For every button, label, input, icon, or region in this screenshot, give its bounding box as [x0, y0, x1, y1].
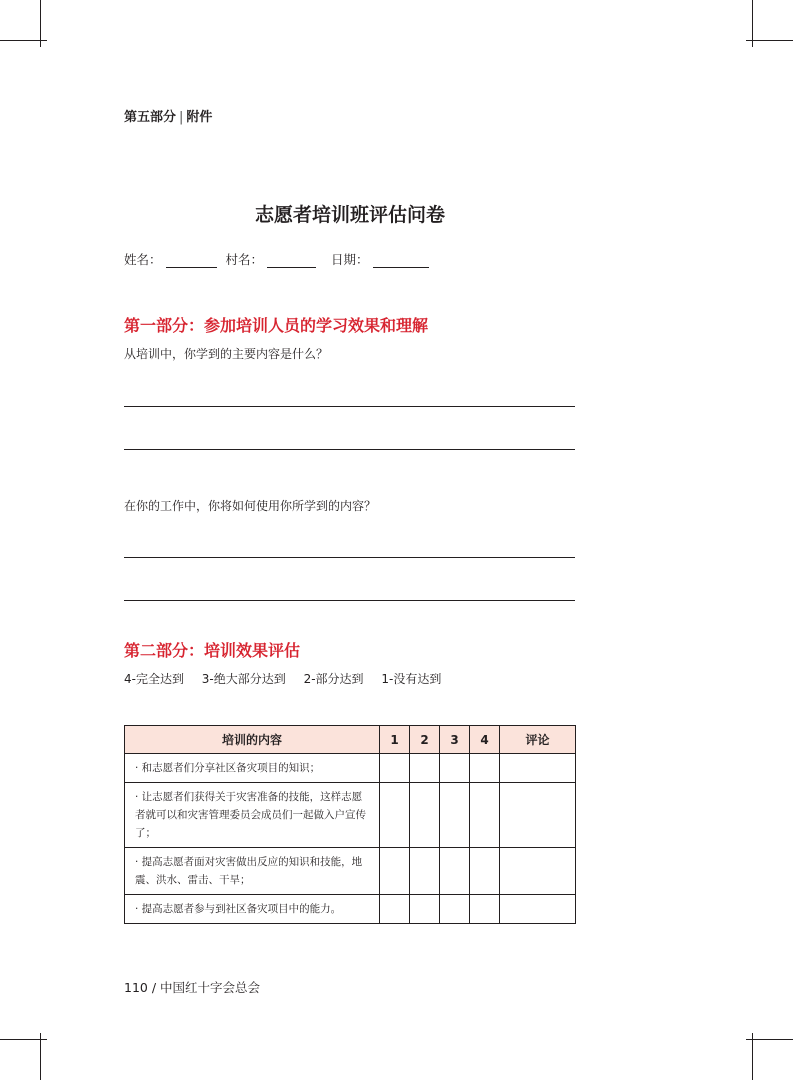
header-score-1: 1	[380, 726, 410, 754]
answer-line[interactable]	[124, 557, 575, 558]
table-row	[125, 848, 576, 895]
score-cell[interactable]	[380, 895, 410, 924]
score-cell[interactable]	[380, 783, 410, 848]
score-cell[interactable]	[410, 754, 440, 783]
village-label: 村名：	[225, 252, 264, 267]
score-cell[interactable]	[380, 848, 410, 895]
answer-line[interactable]	[124, 406, 575, 407]
answer-line[interactable]	[124, 600, 575, 601]
header-score-3: 3	[440, 726, 470, 754]
comment-cell[interactable]	[500, 754, 576, 783]
score-cell[interactable]	[470, 754, 500, 783]
page-title: 志愿者培训班评估问卷	[254, 204, 445, 226]
info-fields	[124, 250, 429, 268]
scale-item: 4-完全达到	[124, 672, 184, 686]
header-comment: 评论	[500, 726, 576, 754]
answer-line[interactable]	[124, 449, 575, 450]
name-label: 姓名：	[124, 252, 162, 267]
score-cell[interactable]	[440, 783, 470, 848]
part2-title: 第二部分：培训效果评估	[124, 641, 301, 660]
header-score-2: 2	[410, 726, 440, 754]
name-field[interactable]	[166, 253, 217, 268]
table-row	[125, 754, 576, 783]
scale-item: 3-绝大部分达到	[201, 672, 286, 686]
header-content: 培训的内容	[125, 726, 380, 754]
score-cell[interactable]	[410, 895, 440, 924]
scale-item: 1-没有达到	[381, 672, 442, 686]
rating-scale	[124, 670, 455, 687]
part1-title: 第一部分：参加培训人员的学习效果和理解	[124, 316, 429, 335]
comment-cell[interactable]	[500, 783, 576, 848]
score-cell[interactable]	[410, 783, 440, 848]
table-row	[125, 895, 576, 924]
score-cell[interactable]	[440, 848, 470, 895]
row-content: · 提高志愿者参与到社区备灾项目中的能力。	[125, 895, 380, 924]
row-content: · 和志愿者们分享社区备灾项目的知识；	[125, 754, 380, 783]
table-row	[125, 783, 576, 848]
comment-cell[interactable]	[500, 895, 576, 924]
header-part: 第五部分	[124, 110, 177, 125]
score-cell[interactable]	[380, 754, 410, 783]
row-content: · 让志愿者们获得关于灾害准备的技能，这样志愿者就可以和灾害管理委员会成员们一起做入户宣传了；	[125, 783, 380, 848]
date-label: 日期：	[331, 252, 369, 267]
score-cell[interactable]	[440, 895, 470, 924]
score-cell[interactable]	[470, 783, 500, 848]
crop-mark	[40, 1033, 41, 1080]
score-cell[interactable]	[440, 754, 470, 783]
scale-item: 2-部分达到	[303, 672, 364, 686]
header-separator: |	[179, 110, 184, 125]
table-header-row	[125, 726, 576, 754]
score-cell[interactable]	[470, 895, 500, 924]
question-1: 从培训中，你学到的主要内容是什么？	[124, 347, 329, 361]
header-score-4: 4	[470, 726, 500, 754]
question-2: 在你的工作中，你将如何使用你所学到的内容？	[124, 499, 377, 513]
crop-mark	[746, 1039, 793, 1040]
running-header	[124, 106, 212, 125]
crop-mark	[0, 40, 47, 41]
crop-mark	[746, 40, 793, 41]
crop-mark	[0, 1039, 47, 1040]
village-field[interactable]	[267, 253, 316, 268]
score-cell[interactable]	[470, 848, 500, 895]
row-content: · 提高志愿者面对灾害做出反应的知识和技能，地震、洪水、雷击、干旱；	[125, 848, 380, 895]
score-cell[interactable]	[410, 848, 440, 895]
date-field[interactable]	[373, 253, 429, 268]
comment-cell[interactable]	[500, 848, 576, 895]
header-section: 附件	[186, 110, 213, 125]
evaluation-table	[124, 725, 576, 924]
crop-mark	[752, 1033, 753, 1080]
page-footer: 110 / 中国红十字会总会	[124, 980, 261, 995]
